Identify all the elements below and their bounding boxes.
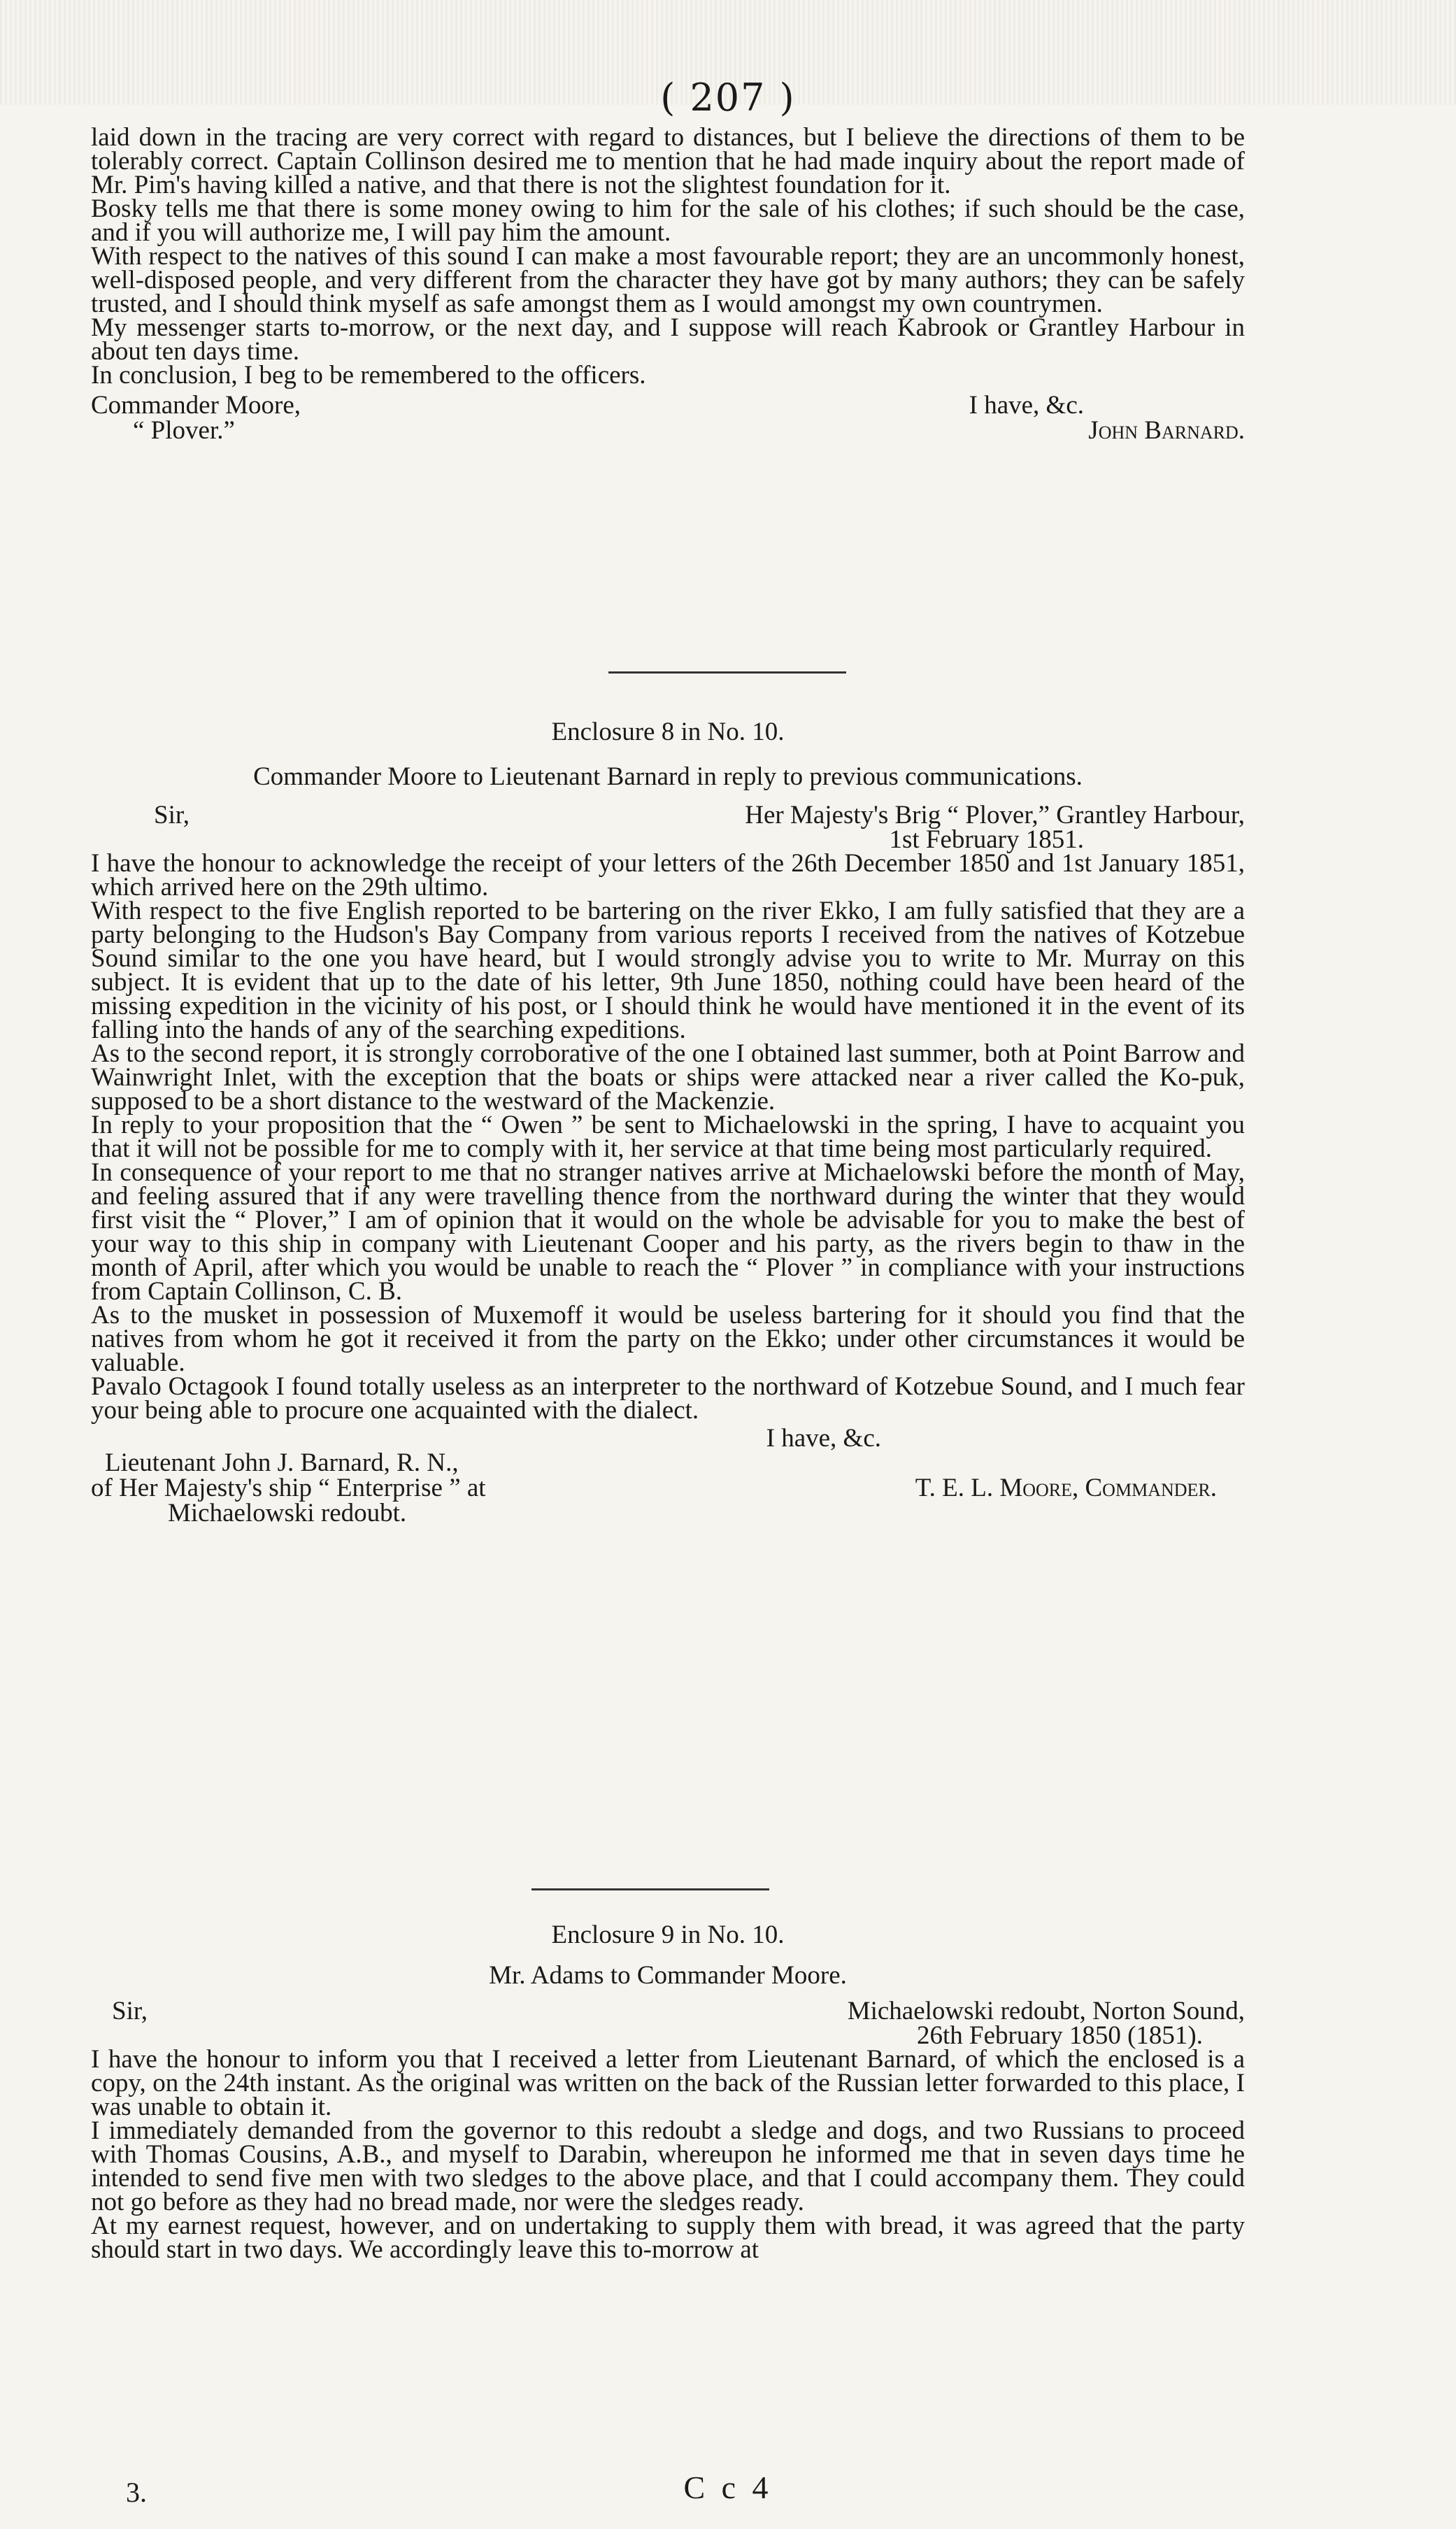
paragraph: laid down in the tracing are very correct with regard to distances, but I believe the directions of them to be tolerably correct. Captain Collinson desired me to mention that he had made inquiry about the report made of Mr. Pim's having killed a native, and that there is not the slightest foundation for it. bbox=[91, 123, 1245, 199]
paragraph: As to the musket in possession of Muxemoff it would be useless bartering for it should you find that the natives from whom he got it received it from the party on the Ekko; under other circumstances it would be valuable. bbox=[91, 1301, 1245, 1377]
enclosure-8 bbox=[91, 720, 1245, 1526]
enclosure-9 bbox=[91, 1923, 1245, 2262]
paragraph: Pavalo Octagook I found totally useless as an interpreter to the northward of Kotzebue Sound, and I much fear your being able to procure one acquainted with the dialect. bbox=[91, 1372, 1245, 1425]
divider bbox=[531, 1888, 769, 1890]
date: 26th February 1850 (1851). bbox=[917, 2021, 1203, 2050]
paragraph: I immediately demanded from the governor to this redoubt a sledge and dogs, and two Russians to proceed with Thomas Cousins, A.B., and myself to Darabin, whereupon he informed me that in seven days time he intended to send five men with two sledges to the above place, and that I could accompany them. They could not go before as they had no bread made, nor were the sledges ready. bbox=[91, 2116, 1245, 2216]
paragraph: I have the honour to acknowledge the receipt of your letters of the 26th December 1850 and 1st January 1851, which arrived here on the 29th ultimo. bbox=[91, 849, 1245, 902]
salutation: Sir, bbox=[112, 1997, 148, 2025]
divider bbox=[608, 671, 846, 674]
paragraph: Bosky tells me that there is some money owing to him for the sale of his clothes; if such should be the case, and if you will authorize me, I will pay him the amount. bbox=[91, 194, 1245, 247]
paragraph: I have the honour to inform you that I received a letter from Lieutenant Barnard, of which the enclosed is a copy, on the 24th instant. As the original was written on the back of the Russian letter forwarded to this place, I was unable to obtain it. bbox=[91, 2045, 1245, 2121]
addressee: of Her Majesty's ship “ Enterprise ” at bbox=[91, 1474, 486, 1502]
place: Her Majesty's Brig “ Plover,” Grantley Harbour, bbox=[745, 801, 1245, 829]
closing: I have, &c. bbox=[766, 1424, 881, 1453]
addressee: Commander Moore, bbox=[91, 391, 301, 420]
paragraph: With respect to the natives of this sound I can make a most favourable report; they are an uncommonly honest, well-disposed people, and very different from the character they have got by many authors; they can be safely trusted, and I should think myself as safe amongst them as I would amongst my own countrymen. bbox=[91, 242, 1245, 318]
addressee: “ Plover.” bbox=[133, 416, 235, 445]
enclosure-subheading: Commander Moore to Lieutenant Barnard in reply to previous communications. bbox=[253, 762, 1083, 791]
salutation: Sir, bbox=[154, 801, 190, 829]
page-number: ( 207 ) bbox=[660, 76, 796, 120]
paragraph: As to the second report, it is strongly corroborative of the one I obtained last summer, both at Point Barrow and Wainwright Inlet, with the exception that the boats or ships were attacked near a river called the Ko-puk, supposed to be a short distance to the westward of the Mackenzie. bbox=[91, 1039, 1245, 1116]
paragraph: In consequence of your report to me that no stranger natives arrive at Michaelowski before the month of May, and feeling assured that if any were travelling thence from the northward during the winter that they would first visit the “ Plover,” I am of opinion that it would on the whole be advisable for you to make the best of your way to this ship in company with Lieutenant Cooper and his party, as the rivers begin to thaw in the month of April, after which you would be unable to reach the “ Plover ” in compliance with your instructions from Captain Collinson, C. B. bbox=[91, 1158, 1245, 1306]
addressee: Lieutenant John J. Barnard, R. N., bbox=[105, 1448, 459, 1477]
signature: T. E. L. Moore, Commander. bbox=[915, 1474, 1217, 1502]
paragraph: With respect to the five English reported to be bartering on the river Ekko, I am fully satisfied that they are a party belonging to the Hudson's Bay Company from various reports I received from the natives of Kotzebue Sound similar to the one you have heard, but I would strongly advise you to write to Mr. Murray on this subject. It is evident that up to the date of his letter, 9th June 1850, nothing could have been heard of the missing expedition in the vicinity of his post, or I should think he would have mentioned it in the event of its falling into the hands of any of the searching expeditions. bbox=[91, 897, 1245, 1044]
enclosure-subheading: Mr. Adams to Commander Moore. bbox=[489, 1961, 847, 1990]
enclosure-heading: Enclosure 9 in No. 10. bbox=[551, 1921, 785, 1949]
footer-number: 3. bbox=[126, 2477, 147, 2508]
letter-barnard bbox=[91, 123, 1245, 445]
signature-mark: C c 4 bbox=[683, 2470, 773, 2505]
date: 1st February 1851. bbox=[889, 825, 1084, 854]
enclosure-heading: Enclosure 8 in No. 10. bbox=[551, 718, 785, 746]
closing: I have, &c. bbox=[969, 391, 1084, 420]
place: Michaelowski redoubt, Norton Sound, bbox=[847, 1997, 1245, 2025]
signature: John Barnard. bbox=[1088, 416, 1245, 445]
paragraph: In reply to your proposition that the “ Owen ” be sent to Michaelowski in the spring, I have to acquaint you that it will not be possible for me to comply with it, her service at that time being most particularly required. bbox=[91, 1111, 1245, 1163]
paragraph: In conclusion, I beg to be remembered to the officers. bbox=[91, 361, 646, 390]
paragraph: My messenger starts to-morrow, or the next day, and I suppose will reach Kabrook or Grantley Harbour in about ten days time. bbox=[91, 313, 1245, 366]
addressee: Michaelowski redoubt. bbox=[168, 1499, 407, 1527]
paragraph: At my earnest request, however, and on undertaking to supply them with bread, it was agreed that the party should start in two days. We accordingly leave this to-morrow at bbox=[91, 2211, 1245, 2264]
